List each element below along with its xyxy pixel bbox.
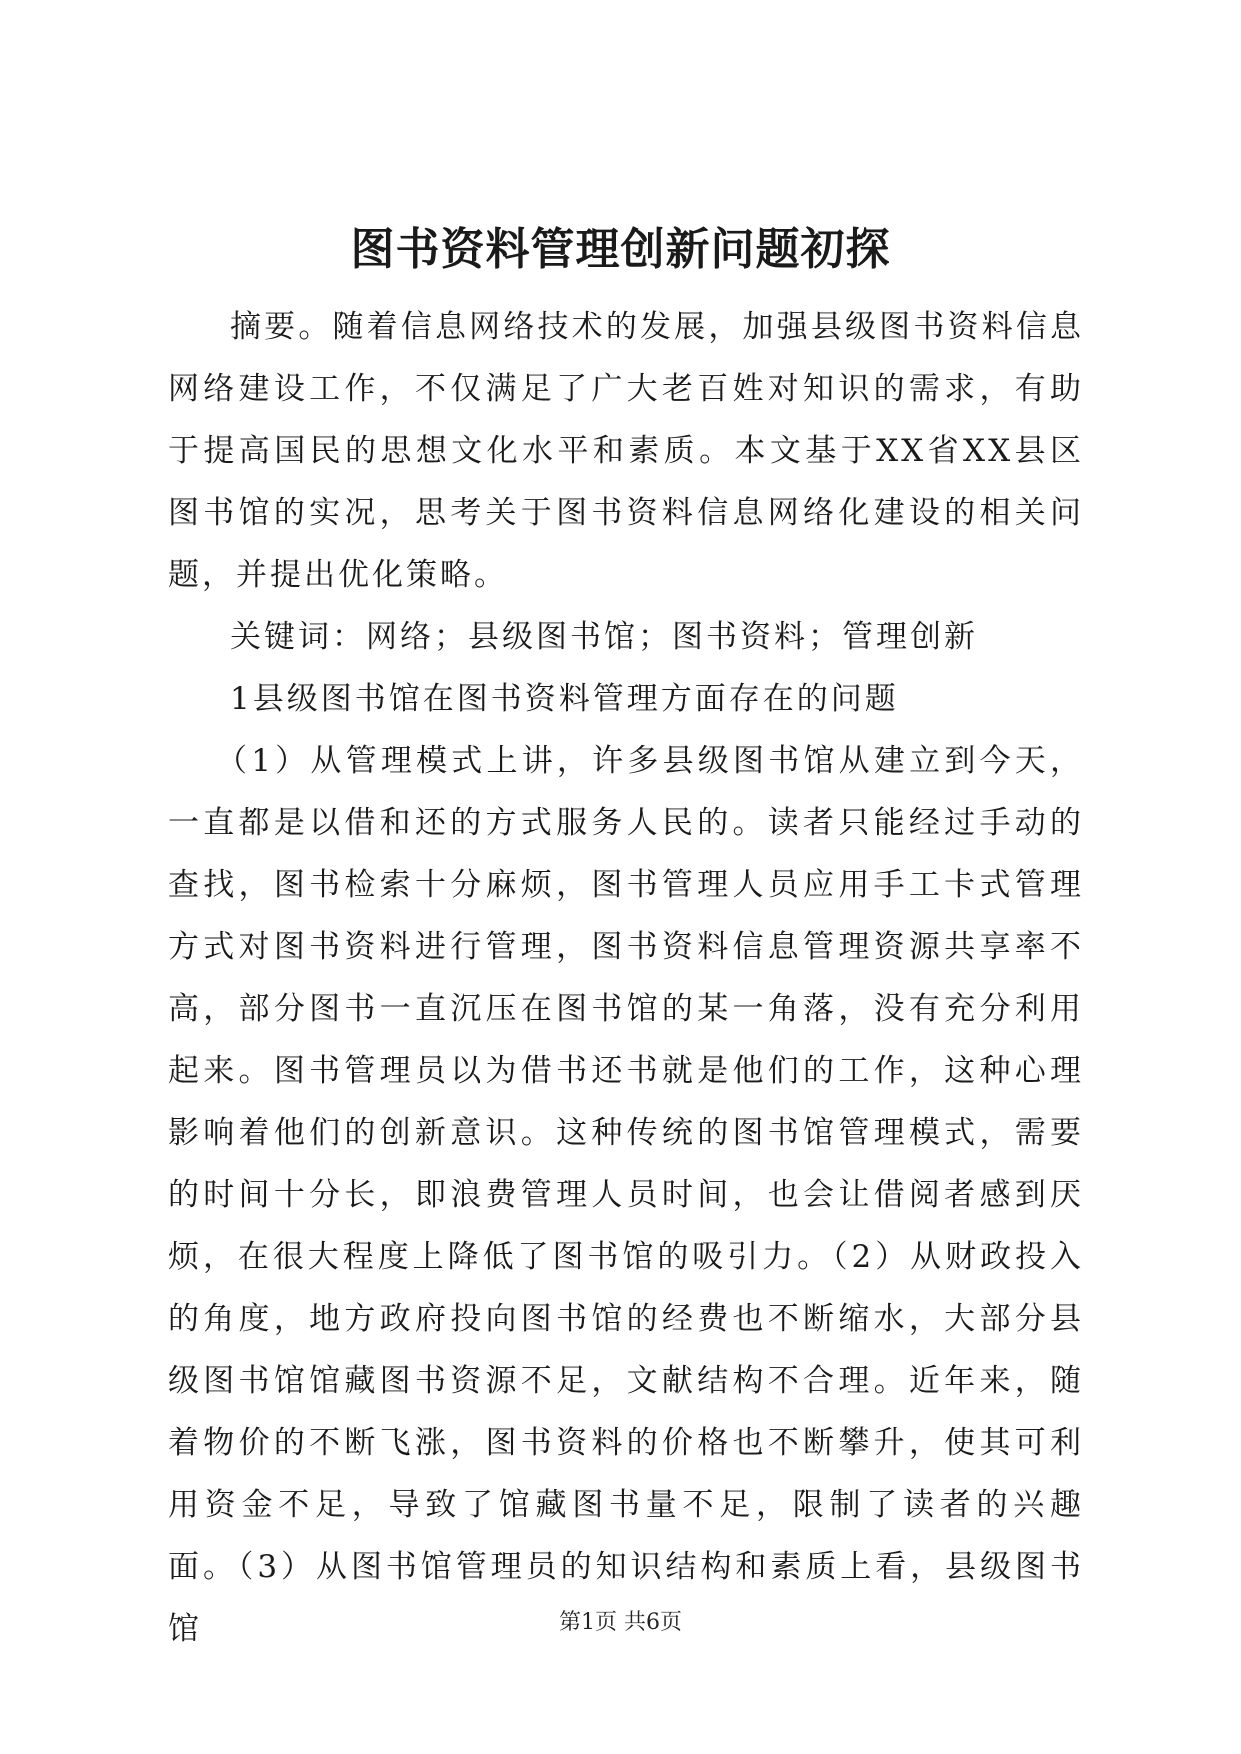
document-body [168,296,1084,1660]
page-number: 第1页 共6页 [559,1610,682,1635]
keywords-paragraph: 关键词：网络；县级图书馆；图书资料；管理创新 [230,619,978,655]
document-title: 图书资料管理创新问题初探 [350,224,891,275]
body-paragraph: （1）从管理模式上讲，许多县级图书馆从建立到今天，一直都是以借和还的方式服务人民的。读者只能经过手动的查找，图书检索十分麻烦，图书管理人员应用手工卡式管理方式对图书资料进行管理，图书资料信息管理资源共享率不高，部分图书一直沉压在图书馆的某一角落，没有充分利用起来。图书管理员以为借书还书就是他们的工作，这种心理影响着他们的创新意识。这种传统的图书馆管理模式，需要的时间十分长，即浪费管理人员时间，也会让借阅者感到厌烦，在很大程度上降低了图书馆的吸引力。（2）从财政投入的角度，地方政府投向图书馆的经费也不断缩水，大部分县级图书馆馆藏图书资源不足，文献结构不合理。近年来，随着物价的不断飞涨，图书资料的价格也不断攀升，使其可利用资金不足，导致了馆藏图书量不足，限制了读者的兴趣面。（3）从图书馆管理员的知识结构和素质上看，县级图书馆 [168,743,1084,1647]
abstract-paragraph: 摘要。随着信息网络技术的发展，加强县级图书资料信息网络建设工作，不仅满足了广大老百姓对知识的需求，有助于提高国民的思想文化水平和素质。本文基于XX省XX县区图书馆的实况，思考关于图书资料信息网络化建设的相关问题，并提出优化策略。 [168,309,1084,593]
section-heading: 1县级图书馆在图书资料管理方面存在的问题 [230,681,899,717]
